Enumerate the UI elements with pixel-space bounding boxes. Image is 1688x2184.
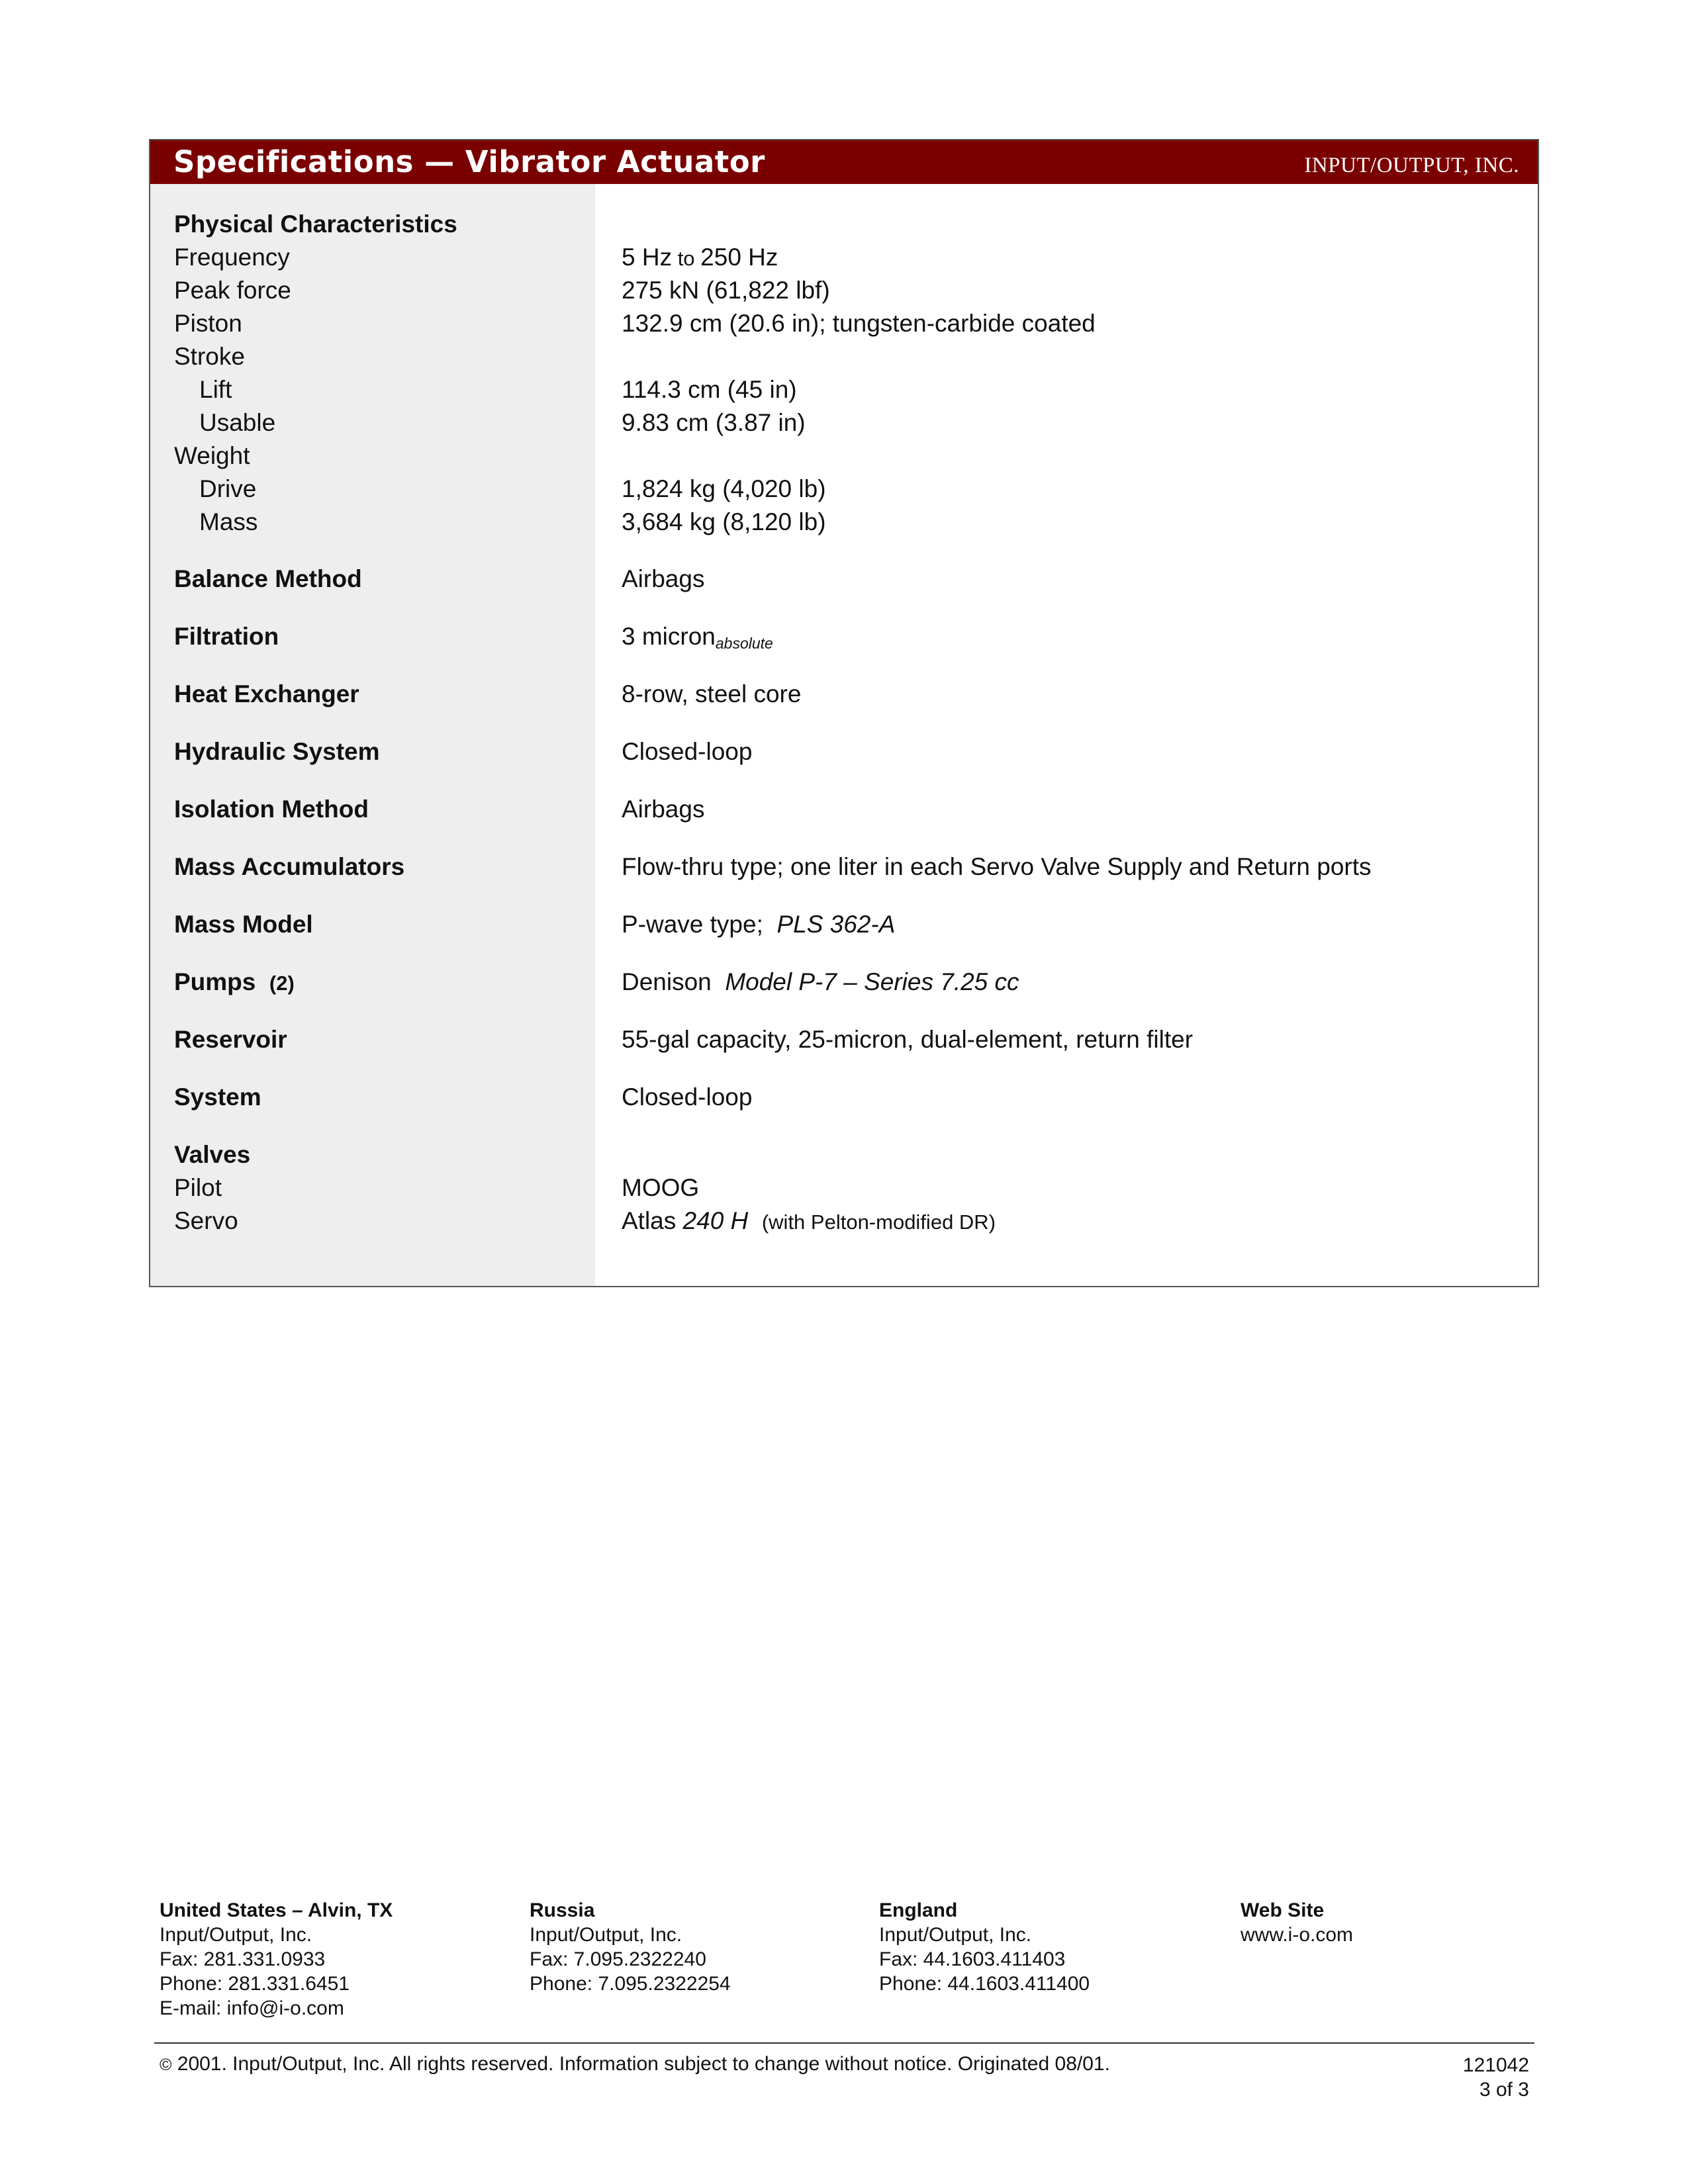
contact-us: [160, 1898, 393, 2021]
spec-table: [149, 139, 1539, 1287]
contact-phone: Phone: 7.095.2322254: [530, 1973, 731, 1995]
contact-fax: Fax: 44.1603.411403: [879, 1948, 1066, 1970]
doc-id: 121042: [1462, 2054, 1529, 2076]
footer-divider: [154, 2042, 1534, 2044]
contact-email[interactable]: E-mail: info@i-o.com: [160, 1997, 344, 2019]
spec-label: Usable: [199, 409, 276, 436]
spec-row: [150, 277, 1538, 310]
section-heading: Balance Method: [174, 565, 362, 592]
spec-row: [150, 565, 1538, 598]
spec-row: [150, 623, 1538, 656]
contact-phone: Phone: 281.331.6451: [160, 1973, 350, 1995]
spec-label: Stroke: [174, 343, 245, 370]
spec-label: Frequency: [174, 244, 290, 271]
section-heading: Isolation Method: [174, 796, 369, 823]
contact-heading: United States – Alvin, TX: [160, 1899, 393, 1921]
section-heading: Mass Accumulators: [174, 853, 405, 880]
spec-row: [150, 210, 1538, 244]
contact-heading: Web Site: [1241, 1899, 1325, 1921]
copyright-symbol: ©: [160, 2056, 172, 2074]
contact-heading: England: [879, 1899, 958, 1921]
spec-value: 55-gal capacity, 25-micron, dual-element, return filter: [622, 1026, 1194, 1053]
spec-value: 3 micron$_{absolute}$: [622, 623, 773, 652]
spec-row: [150, 796, 1538, 829]
spec-label: Mass: [199, 508, 258, 535]
spec-row: [150, 680, 1538, 713]
spec-label: Peak force: [174, 277, 291, 304]
spec-value: 9.83 cm (3.87 in): [622, 409, 806, 436]
contact-company: Input/Output, Inc.: [160, 1924, 312, 1946]
section-heading: Heat Exchanger: [174, 680, 359, 707]
section-heading: Valves: [174, 1141, 251, 1168]
spec-value: 8-row, steel core: [622, 680, 802, 707]
spec-row: [150, 376, 1538, 409]
contact-web: [1241, 1898, 1353, 1947]
spec-value: Closed-loop: [622, 1083, 753, 1111]
spec-row: [150, 1207, 1538, 1240]
section-heading: Reservoir: [174, 1026, 287, 1053]
contact-heading: Russia: [530, 1899, 595, 1921]
section-heading: Physical Characteristics: [174, 210, 457, 238]
contact-company: Input/Output, Inc.: [879, 1924, 1032, 1946]
section-heading: Hydraulic System: [174, 738, 380, 765]
spec-row: [150, 1026, 1538, 1059]
section-heading: Mass Model: [174, 911, 313, 938]
spec-value: Airbags: [622, 565, 705, 592]
spec-label: Piston: [174, 310, 242, 337]
spec-row: [150, 738, 1538, 771]
section-heading: Pumps (2): [174, 968, 295, 995]
spec-row: [150, 1083, 1538, 1116]
website-link[interactable]: www.i-o.com: [1241, 1924, 1354, 1946]
spec-label: Drive: [199, 475, 257, 502]
spec-label: Lift: [199, 376, 232, 403]
document-number: [1463, 2053, 1529, 2102]
title-banner: [150, 140, 1538, 184]
spec-row: [150, 911, 1538, 944]
copyright-notice: © 2001. Input/Output, Inc. All rights reserved. Information subject to change without notice. Originated 08/01.: [160, 2053, 1110, 2075]
spec-value: Atlas 240 H (with Pelton-modified DR): [622, 1207, 996, 1234]
spec-value: Flow-thru type; one liter in each Servo Valve Supply and Return ports: [622, 853, 1372, 880]
contact-phone: Phone: 44.1603.411400: [879, 1973, 1090, 1995]
spec-row: [150, 508, 1538, 541]
spec-value: 1,824 kg (4,020 lb): [622, 475, 826, 502]
spec-row: [150, 343, 1538, 376]
spec-label: Servo: [174, 1207, 238, 1234]
section-heading: Filtration: [174, 623, 279, 650]
spec-row: [150, 968, 1538, 1001]
spec-row: [150, 310, 1538, 343]
spec-value: 3,684 kg (8,120 lb): [622, 508, 826, 535]
spec-row: [150, 853, 1538, 886]
spec-label: Weight: [174, 442, 250, 469]
spec-value: Denison Model P-7 – Series 7.25 cc: [622, 968, 1019, 995]
contact-russia: [530, 1898, 731, 1996]
spec-label: Pilot: [174, 1174, 222, 1201]
spec-row: [150, 442, 1538, 475]
spec-value: 114.3 cm (45 in): [622, 376, 797, 403]
company-brand: INPUT/OUTPUT, INC.: [1304, 154, 1519, 177]
spec-value: 5 Hz to 250 Hz: [622, 244, 778, 271]
spec-row: [150, 1174, 1538, 1207]
spec-row: [150, 1141, 1538, 1174]
spec-value: P-wave type; PLS 362-A: [622, 911, 896, 938]
spec-value: 275 kN (61,822 lbf): [622, 277, 830, 304]
page-title: Specifications — Vibrator Actuator: [173, 144, 765, 179]
contact-fax: Fax: 281.331.0933: [160, 1948, 326, 1970]
spec-value: 132.9 cm (20.6 in); tungsten-carbide coated: [622, 310, 1096, 337]
spec-value: MOOG: [622, 1174, 700, 1201]
spec-value: Closed-loop: [622, 738, 753, 765]
section-heading: System: [174, 1083, 261, 1111]
spec-value: Airbags: [622, 796, 705, 823]
contact-company: Input/Output, Inc.: [530, 1924, 682, 1946]
spec-row: [150, 409, 1538, 442]
contact-england: [879, 1898, 1090, 1996]
page-number: 3 of 3: [1479, 2079, 1529, 2101]
spec-row: [150, 475, 1538, 508]
spec-row: [150, 244, 1538, 277]
contact-fax: Fax: 7.095.2322240: [530, 1948, 706, 1970]
